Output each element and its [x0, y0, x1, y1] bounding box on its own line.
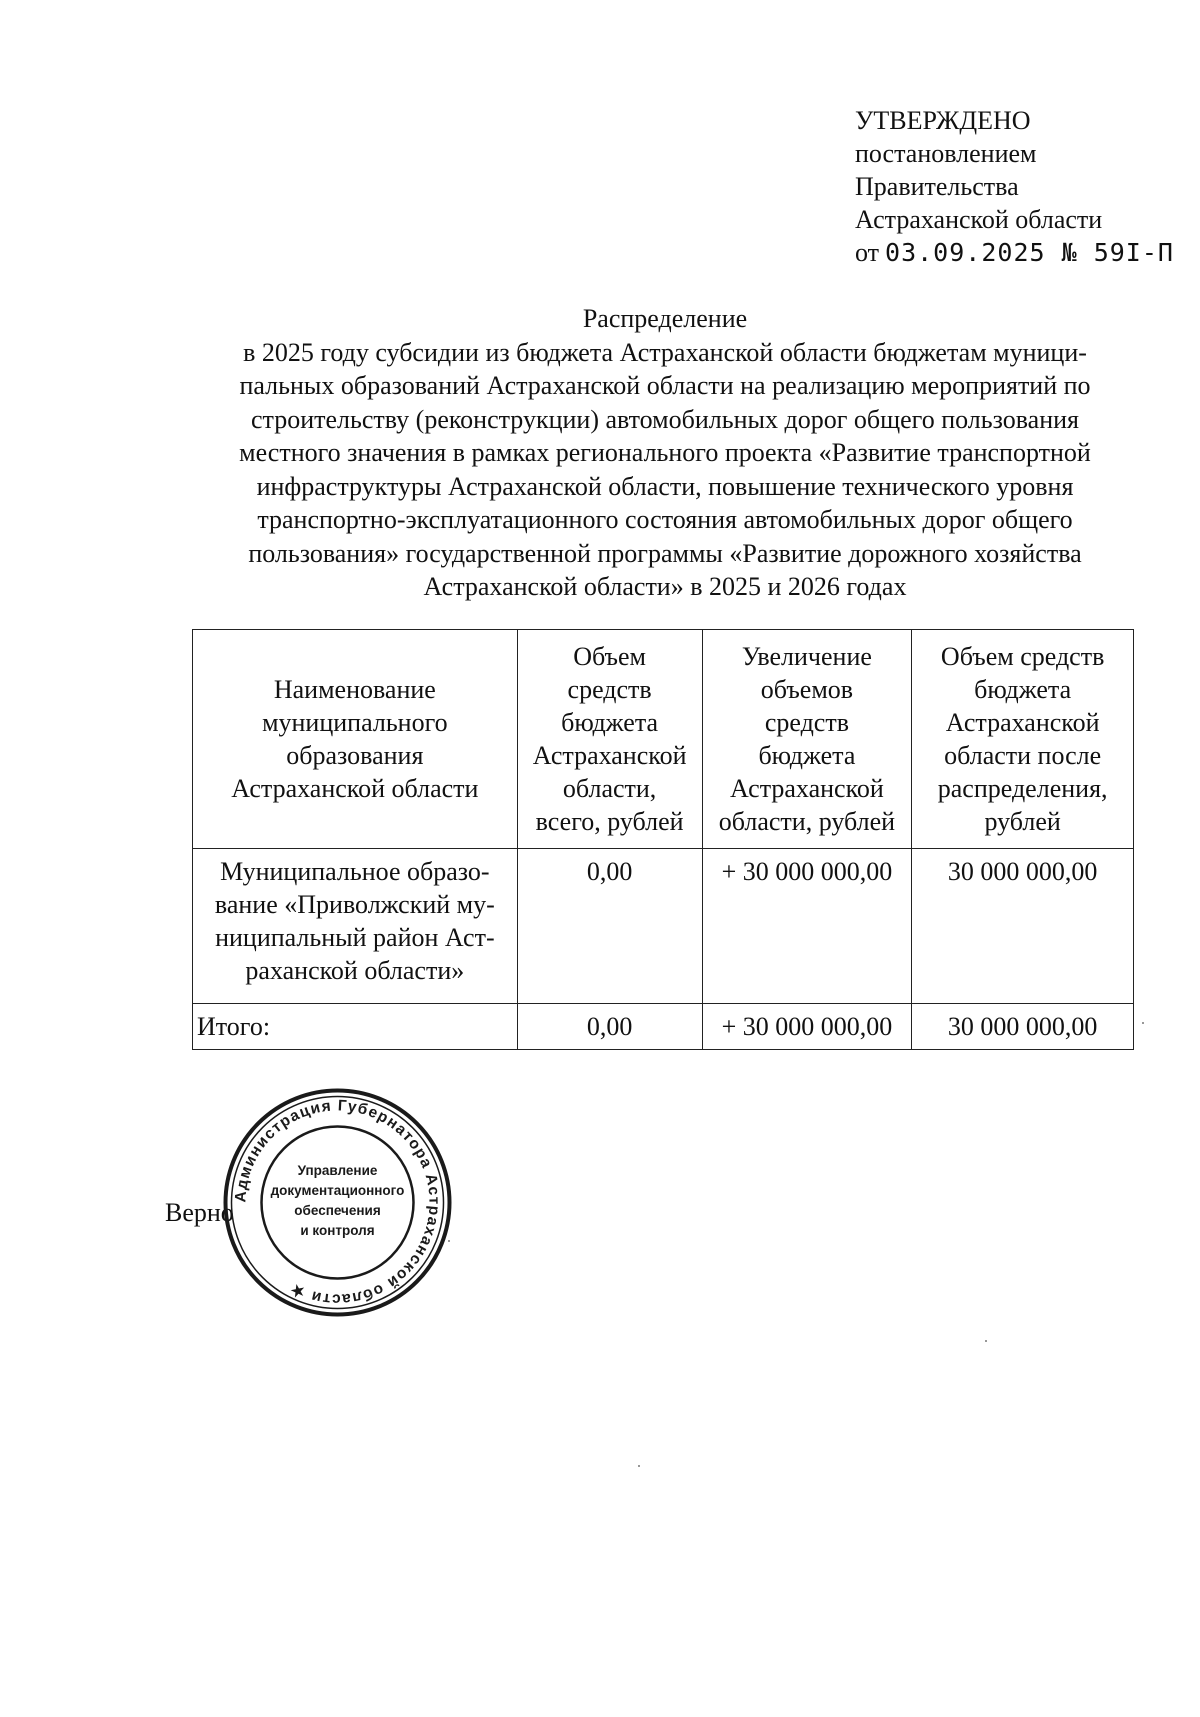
title-line: пользования» государственной программы «Развитие дорожного хозяйства: [248, 538, 1082, 568]
stamp-ring-text: Администрация Губернатора Астраханской области ★: [232, 1097, 443, 1308]
approval-line-3: Астраханской области: [855, 205, 1103, 234]
header-total-volume: Объем средств бюджета Астраханской области, всего, рублей: [517, 630, 702, 849]
municipality-name-cell: Муниципальное образо- вание «Приволжский му- ниципальный район Аст- раханской области»: [193, 849, 518, 1004]
table-total-row: [193, 1004, 1134, 1050]
after-distribution-cell: 30 000 000,00: [912, 849, 1134, 1004]
stamp-center-line: Управление: [297, 1163, 378, 1178]
scan-speck: [1142, 1022, 1144, 1024]
after-distribution-sum-cell: 30 000 000,00: [912, 1004, 1134, 1050]
stamp-center-line: и контроля: [300, 1223, 375, 1238]
approval-line-2: Правительства: [855, 172, 1019, 201]
increase-sum-cell: + 30 000 000,00: [702, 1004, 912, 1050]
distribution-table: [192, 629, 1134, 1050]
official-stamp: [220, 1085, 455, 1320]
header-after-distribution: Объем средств бюджета Астраханской области после распределения, рублей: [912, 630, 1134, 849]
header-increase: Увеличение объемов средств бюджета Астраханской области, рублей: [702, 630, 912, 849]
total-volume-sum-cell: 0,00: [517, 1004, 702, 1050]
scan-speck: [638, 1465, 640, 1467]
increase-cell: + 30 000 000,00: [702, 849, 912, 1004]
total-volume-cell: 0,00: [517, 849, 702, 1004]
scan-speck: [448, 1240, 450, 1242]
total-label-cell: Итого:: [193, 1004, 518, 1050]
title-heading: Распределение: [582, 304, 748, 333]
title-line: строительству (реконструкции) автомобильных дорог общего пользования: [251, 404, 1079, 434]
approval-line-1: постановлением: [855, 139, 1037, 168]
title-line: транспортно-эксплуатационного состояния автомобильных дорог общего: [257, 505, 1073, 534]
approval-date-line: [855, 236, 1174, 269]
approval-heading: УТВЕРЖДЕНО: [855, 106, 1031, 135]
approval-date-number: 03.09.2025 № 59I-П: [885, 238, 1174, 267]
title-line: инфраструктуры Астраханской области, повышение технического уровня: [256, 471, 1074, 501]
stamp-center-line: документационного: [270, 1183, 405, 1198]
stamp-seal-graphic: [220, 1085, 455, 1320]
title-line: Астраханской области» в 2025 и 2026 годах: [423, 572, 907, 601]
approval-block: [855, 104, 1174, 269]
table-row: [193, 849, 1134, 1004]
stamp-center-line: обеспечения: [294, 1203, 381, 1218]
scan-speck: [985, 1340, 987, 1342]
title-line: пальных образований Астраханской области на реализацию мероприятий по: [239, 371, 1091, 400]
verification-label: Верно: [165, 1198, 234, 1227]
approval-date-prefix: от: [855, 238, 880, 267]
header-municipality: Наименование муниципального образования Астраханской области: [193, 630, 518, 849]
title-line: местного значения в рамках регионального проекта «Развитие транспортной: [239, 438, 1091, 467]
table-header-row: [193, 630, 1134, 849]
title-line: в 2025 году субсидии из бюджета Астраханской области бюджетам муници-: [243, 337, 1087, 367]
document-title: [190, 302, 1140, 604]
